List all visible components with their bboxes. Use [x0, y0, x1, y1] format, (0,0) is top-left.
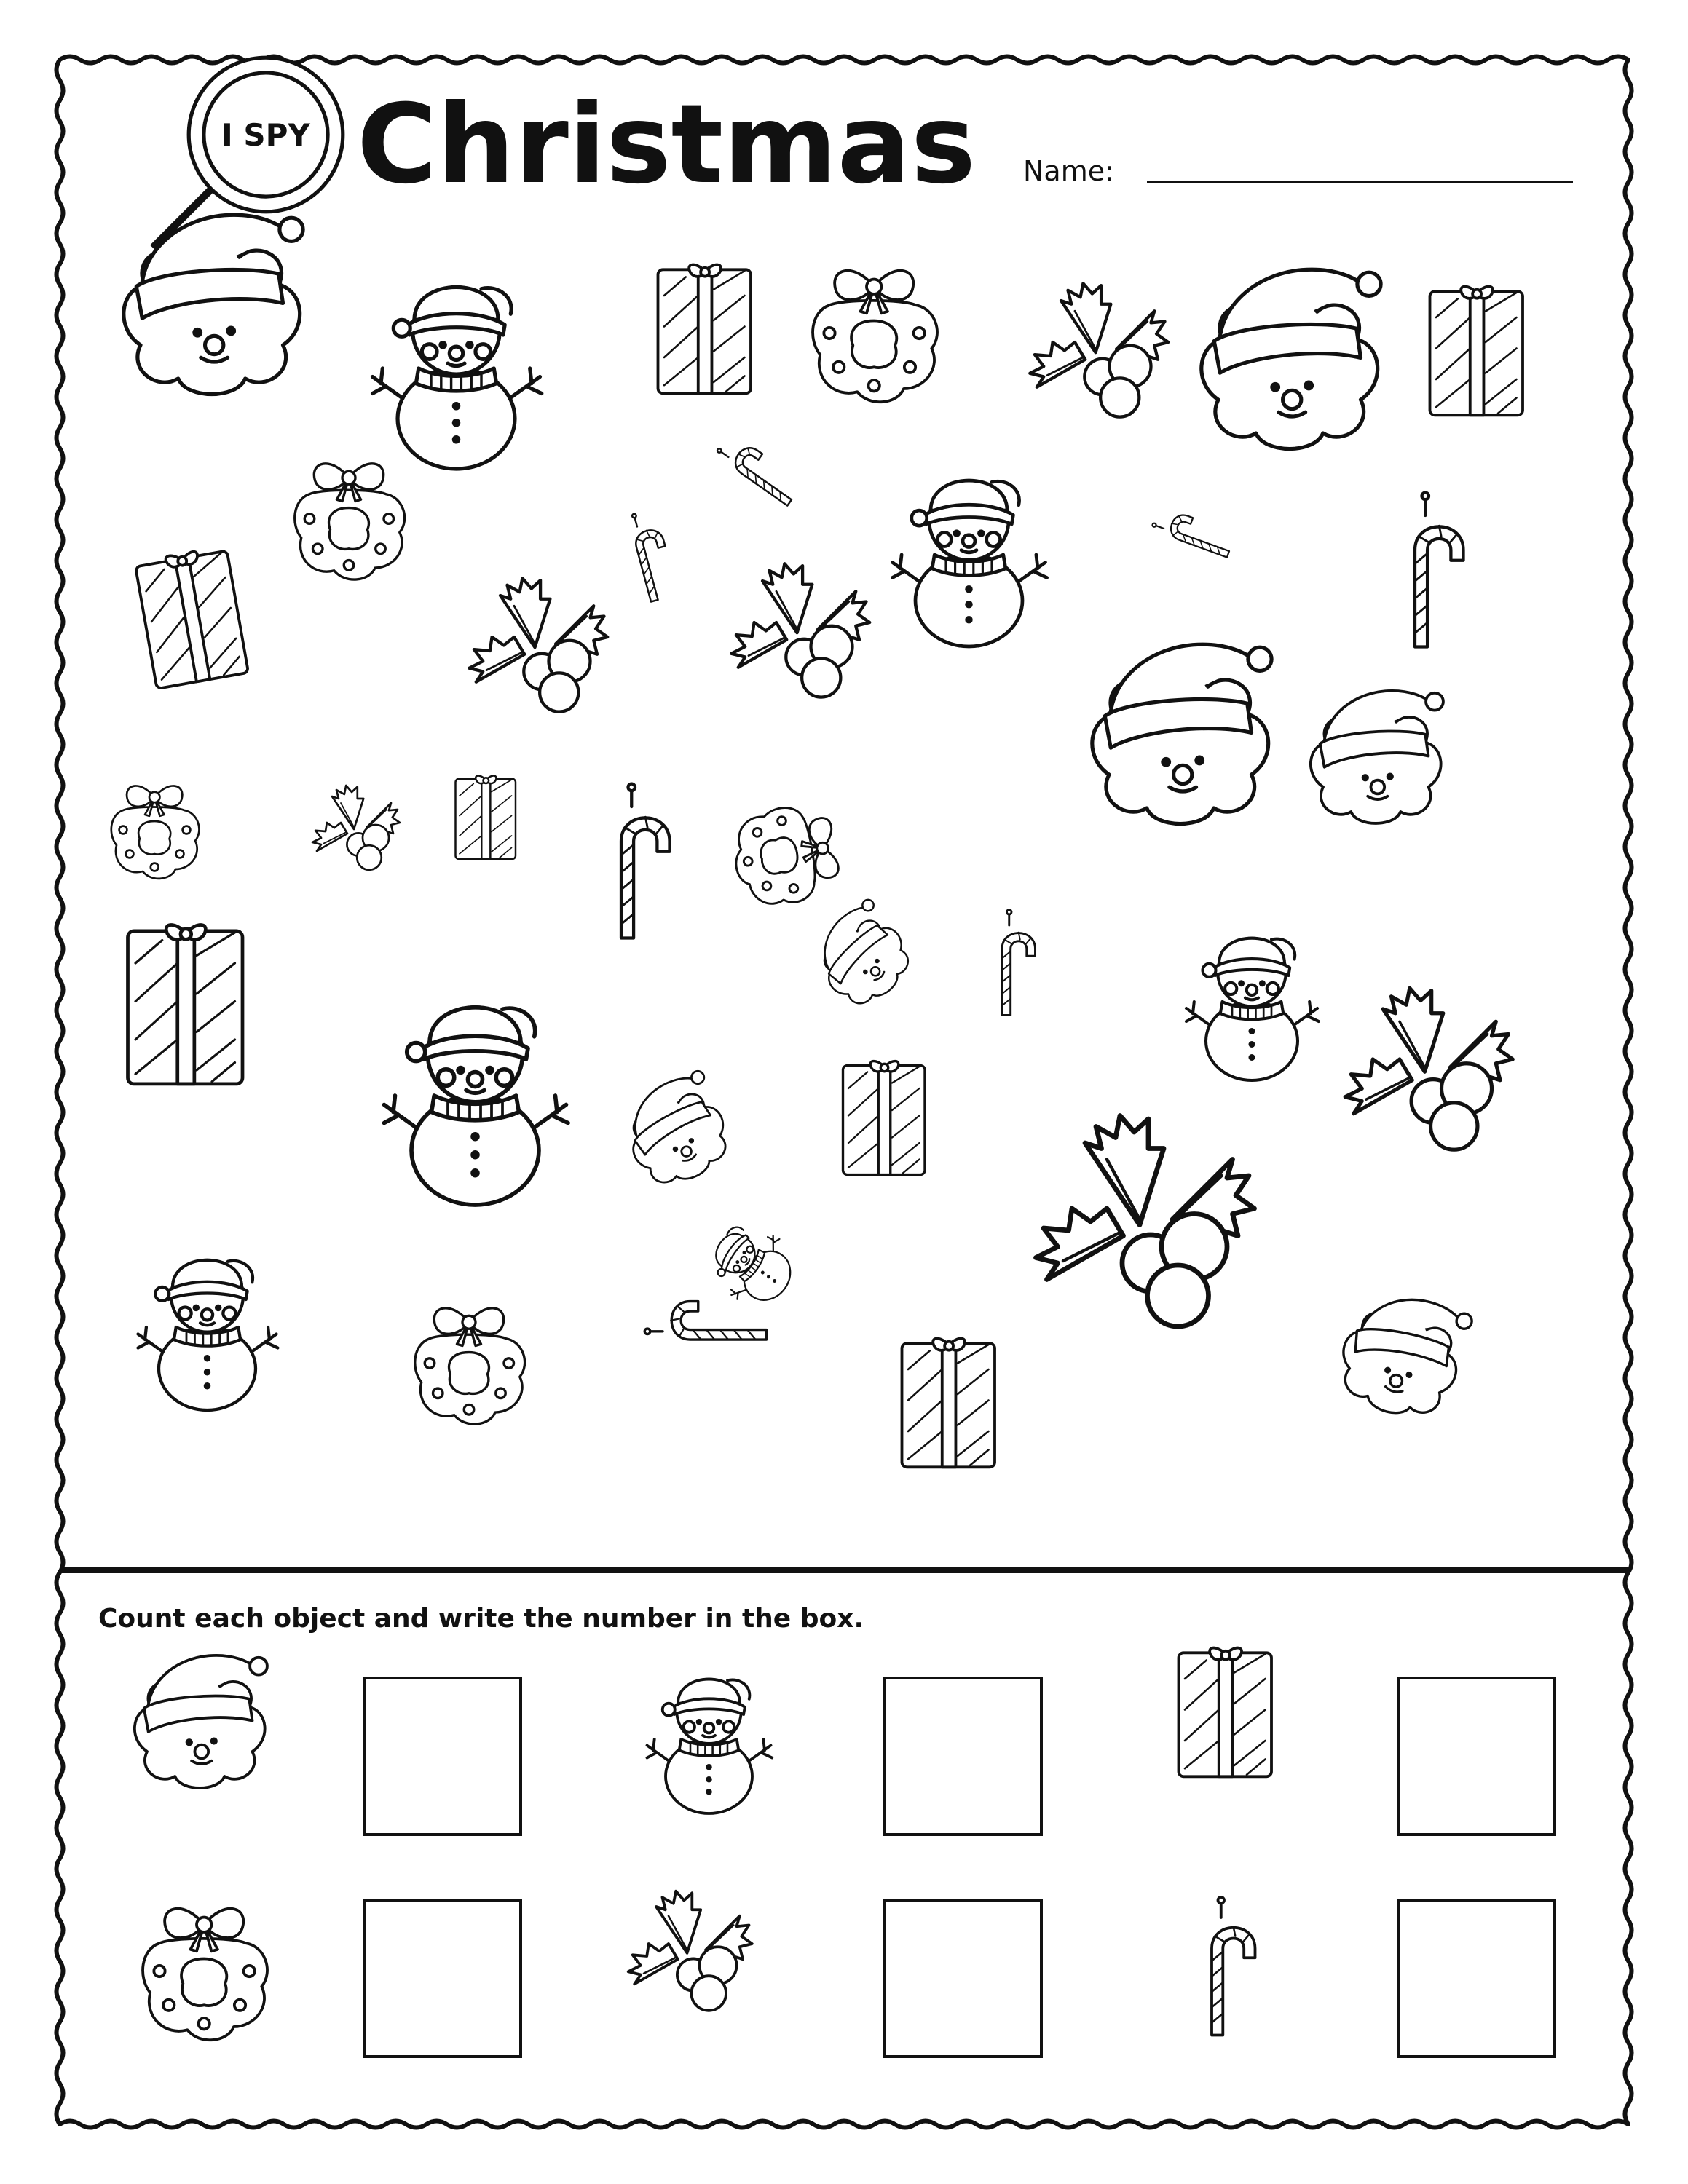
santa-icon — [612, 1067, 741, 1195]
holly-icon — [469, 578, 607, 711]
candy-cane-icon — [644, 1302, 766, 1340]
santa-icon — [124, 215, 303, 394]
gift-icon — [135, 546, 248, 689]
snowman-count-icon — [647, 1679, 773, 1813]
gift-icon — [843, 1061, 926, 1175]
snowman-icon — [699, 1213, 806, 1318]
page-title: Christmas — [357, 82, 977, 208]
holly-icon — [1036, 1116, 1255, 1327]
wreath-icon — [295, 464, 405, 579]
gift-icon — [128, 925, 243, 1084]
santa-icon — [1311, 691, 1443, 823]
gift-count-box[interactable] — [1398, 1678, 1555, 1835]
candy-cane-icon — [621, 784, 670, 938]
wreath-icon — [415, 1308, 525, 1424]
gift-icon — [658, 265, 752, 394]
candy-cane-icon — [1151, 506, 1236, 558]
wreath-count-box[interactable] — [364, 1900, 521, 2057]
counting-section — [135, 1648, 1555, 2057]
snowman-count-box[interactable] — [885, 1678, 1041, 1835]
santa-icon — [1092, 644, 1271, 823]
wreath-icon — [727, 800, 843, 911]
santa-icon — [1330, 1283, 1474, 1427]
santa-count-box[interactable] — [364, 1678, 521, 1835]
wreath-icon — [813, 271, 937, 402]
candy-cane-count-box[interactable] — [1398, 1900, 1555, 2057]
candy-cane-icon — [714, 432, 804, 506]
snowman-icon — [893, 480, 1047, 646]
candy-cane-icon — [1002, 910, 1036, 1016]
candy-cane-count-icon — [1212, 1897, 1255, 2035]
santa-count-icon — [135, 1655, 267, 1788]
gift-icon — [1430, 287, 1523, 416]
name-label: Name: — [1023, 155, 1114, 187]
gift-count-icon — [1179, 1648, 1272, 1777]
badge-text: I SPY — [221, 117, 310, 153]
snowman-icon — [1186, 938, 1319, 1080]
instruction-text: Count each object and write the number in the box. — [98, 1604, 864, 1634]
snowman-icon — [384, 1008, 569, 1205]
snowman-icon — [138, 1260, 278, 1410]
gift-icon — [456, 776, 516, 859]
snowman-icon — [373, 287, 542, 469]
holly-icon — [1030, 283, 1168, 416]
candy-cane-icon — [628, 508, 678, 601]
holly-count-box[interactable] — [885, 1900, 1041, 2057]
candy-cane-icon — [1415, 493, 1464, 647]
holly-icon — [1345, 988, 1513, 1150]
wreath-count-icon — [143, 1909, 267, 2040]
holly-icon — [312, 786, 400, 870]
gift-icon — [902, 1339, 995, 1468]
holly-count-icon — [628, 1891, 752, 2011]
header — [153, 58, 1573, 248]
holly-icon — [731, 563, 869, 697]
santa-icon — [1202, 269, 1381, 448]
santa-icon — [802, 896, 923, 1017]
i-spy-scene — [111, 215, 1523, 1467]
wreath-icon — [111, 786, 200, 878]
